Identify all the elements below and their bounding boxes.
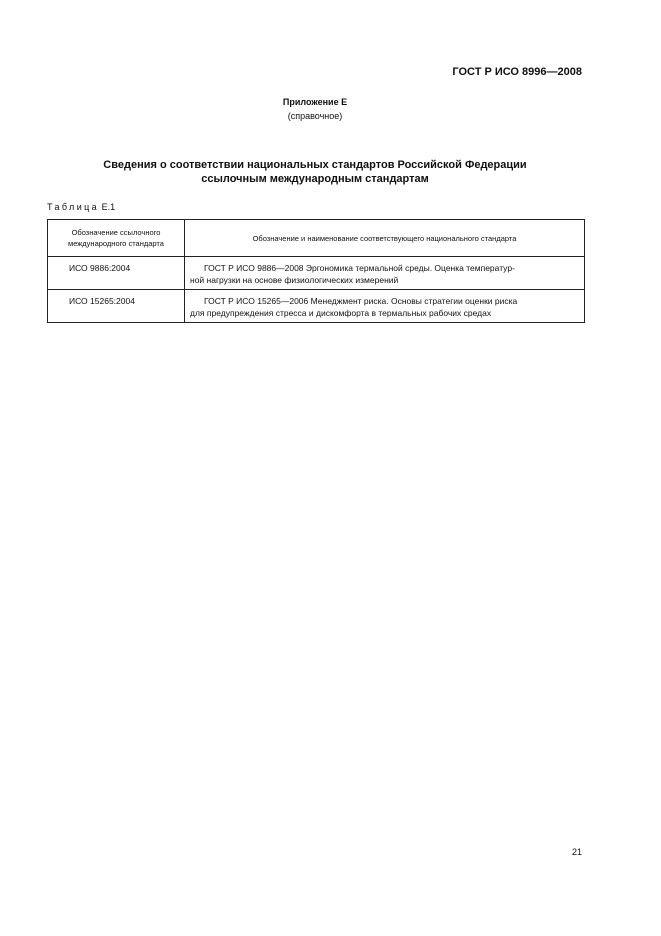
national-standard-cell [185,257,585,290]
page-number: 21 [571,847,582,857]
header-iso-standard [48,220,185,257]
iso-standard-cell: ИСО 9886:2004 [48,257,185,290]
national-standard-line-1 [190,262,580,274]
national-standard-text-1: ГОСТ Р ИСО 9886—2008 Эргономика термальной среды. Оценка температур- [204,263,515,273]
national-standard-cell [185,290,585,323]
table-row [48,257,585,290]
table-label-word: Таблица [47,202,100,212]
table-header-row [48,220,585,257]
table-label [47,202,115,212]
section-title [0,158,630,186]
national-standard-line-1 [190,295,580,307]
header-national-standard: Обозначение и наименование соответствующего национального стандарта [185,220,585,257]
document-code-header: ГОСТ Р ИСО 8996—2008 [452,66,582,78]
appendix-note: (справочное) [287,111,343,121]
header-iso-standard-line-2: международного стандарта [68,239,164,248]
section-title-line-1: Сведения о соответствии национальных стандартов Российской Федерации [103,159,527,171]
table-row [48,290,585,323]
national-standard-line-2: для предупреждения стресса и дискомфорта в термальных рабочих средах [190,308,492,318]
section-title-line-2: ссылочным международным стандартам [201,173,429,185]
national-standard-line-2: ной нагрузки на основе физиологических измерений [190,275,399,285]
header-iso-standard-line-1: Обозначение ссылочного [71,228,161,237]
appendix-title: Приложение Е [282,97,348,107]
national-standard-text-1: ГОСТ Р ИСО 15265—2006 Менеджмент риска. Основы стратегии оценки риска [204,296,518,306]
iso-standard-cell: ИСО 15265:2004 [48,290,185,323]
appendix-heading [0,95,630,123]
standards-correspondence-table [47,219,585,323]
table-label-number: Е.1 [101,202,116,212]
